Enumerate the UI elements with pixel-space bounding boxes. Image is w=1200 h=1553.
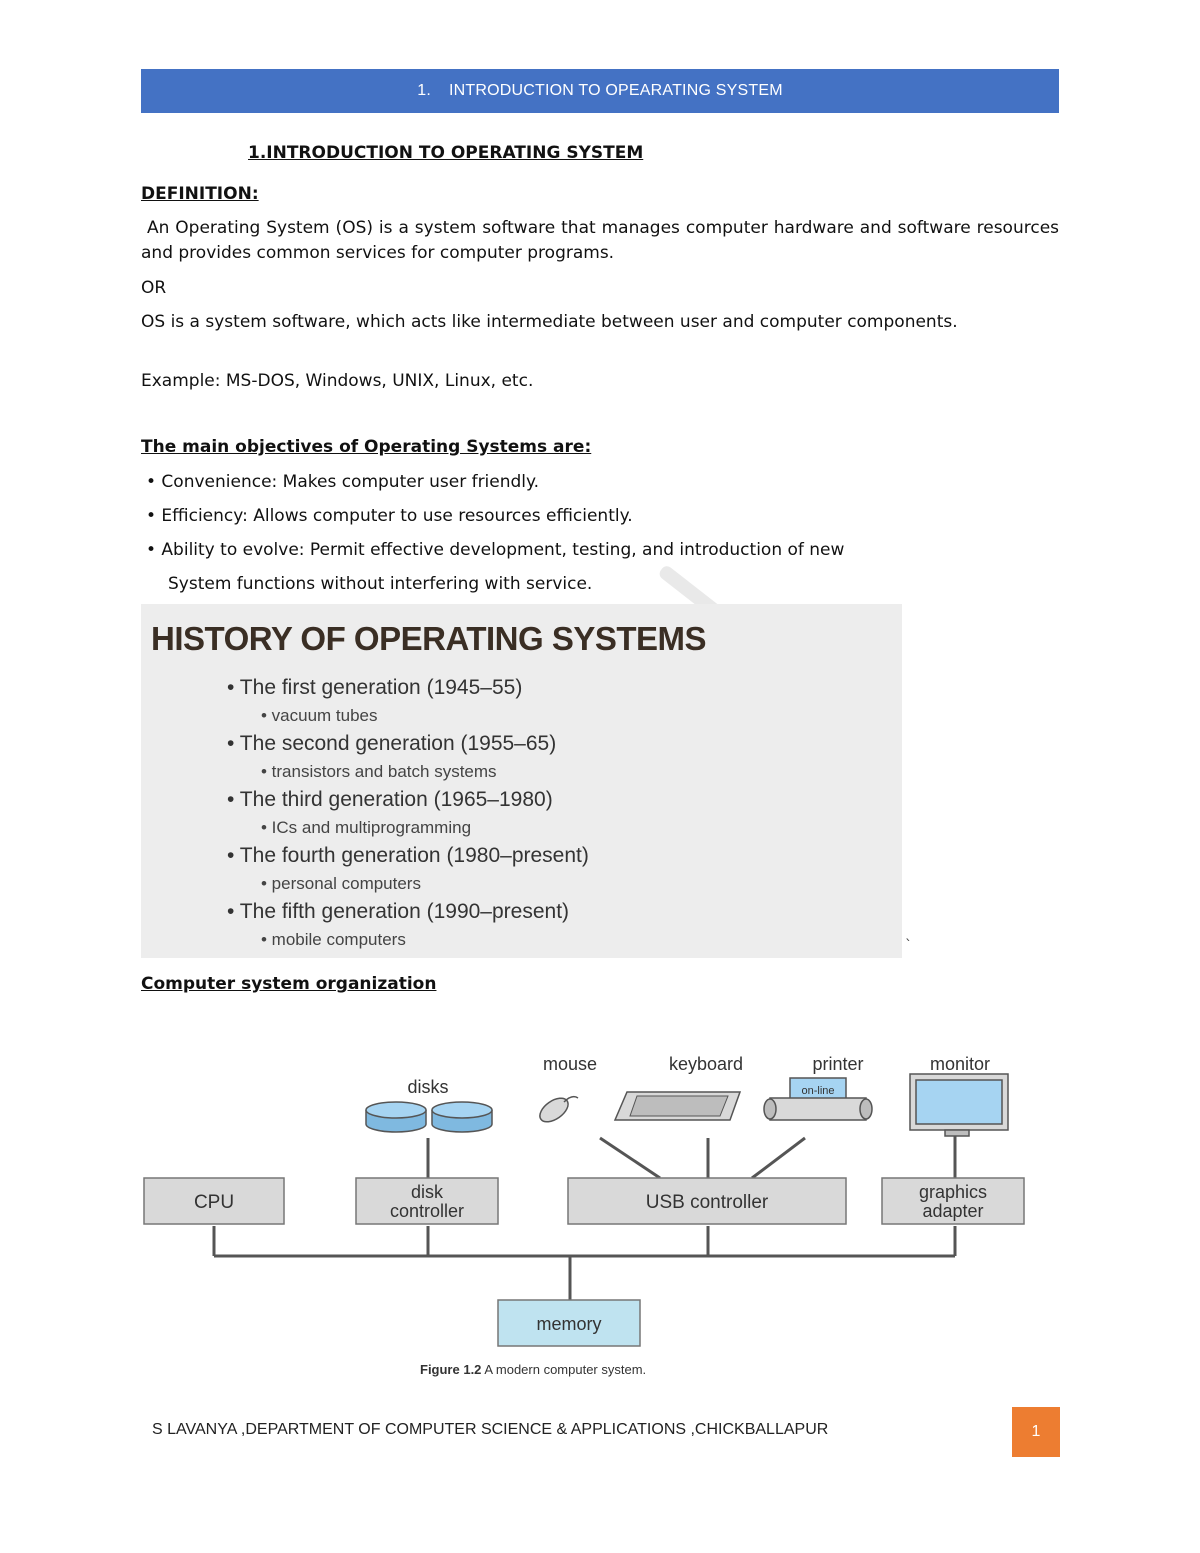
- usb-controller-label: USB controller: [645, 1192, 769, 1213]
- printer-status-label: on-line: [801, 1085, 835, 1097]
- definition-text: An Operating System (OS) is a system software that manages computer hardware and software resources and provides common services for computer programs.: [141, 218, 1065, 263]
- history-title: HISTORY OF OPERATING SYSTEMS: [151, 620, 707, 657]
- generation-sub: • personal computers: [261, 874, 421, 893]
- figure-caption-text: A modern computer system.: [481, 1362, 647, 1377]
- memory-box: [498, 1300, 640, 1346]
- header-bar: [141, 69, 1059, 113]
- graphics-adapter-label-1: graphics: [918, 1182, 988, 1202]
- mouse-label: mouse: [542, 1054, 598, 1074]
- objective-item: • Convenience: Makes computer user friendly.: [146, 472, 540, 492]
- cpu-label: CPU: [193, 1192, 235, 1213]
- disks-label: disks: [407, 1077, 449, 1097]
- generation-sub: • transistors and batch systems: [261, 762, 497, 781]
- disk-controller-label-2: controller: [389, 1201, 465, 1221]
- keyboard-icon: [615, 1092, 740, 1120]
- disk-controller-box: [356, 1178, 498, 1224]
- definition-alt-text: OS is a system software, which acts like intermediate between user and computer components.: [141, 312, 958, 332]
- header-title: INTRODUCTION TO OPEARATING SYSTEM: [449, 82, 783, 99]
- keyboard-label: keyboard: [668, 1054, 744, 1074]
- disk-icon: [366, 1102, 426, 1132]
- figure-caption-bold: Figure 1.2: [420, 1362, 482, 1377]
- graphics-adapter-box: [882, 1178, 1024, 1224]
- cpu-box: [144, 1178, 284, 1224]
- history-image: [141, 604, 902, 958]
- organization-heading: Computer system organization: [141, 974, 437, 994]
- figure-caption: [420, 1362, 646, 1377]
- graphics-adapter-label-2: adapter: [922, 1201, 984, 1221]
- printer-label: printer: [812, 1054, 864, 1074]
- page-title: 1.INTRODUCTION TO OPERATING SYSTEM: [248, 143, 644, 163]
- objectives-heading: The main objectives of Operating Systems are:: [141, 437, 592, 457]
- generation-label: • The fourth generation (1980–present): [227, 844, 589, 867]
- disk-icon: [432, 1102, 492, 1132]
- generation-sub: • ICs and multiprogramming: [261, 818, 472, 837]
- generation-label: • The second generation (1955–65): [227, 732, 557, 755]
- header-number: 1.: [417, 82, 431, 99]
- objective-item: • Ability to evolve: Permit effective development, testing, and introduction of new: [146, 540, 845, 560]
- objective-continuation: System functions without interfering with service.: [168, 574, 593, 594]
- definition-heading: DEFINITION:: [141, 184, 259, 204]
- computer-system-diagram: [130, 1040, 1050, 1385]
- generation-label: • The fifth generation (1990–present): [227, 900, 570, 923]
- monitor-icon: [910, 1074, 1008, 1136]
- footer-text: S LAVANYA ,DEPARTMENT OF COMPUTER SCIENCE & APPLICATIONS ,CHICKBALLAPUR: [152, 1421, 829, 1438]
- memory-label: memory: [536, 1314, 602, 1334]
- example-text: Example: MS-DOS, Windows, UNIX, Linux, etc.: [141, 371, 534, 391]
- printer-icon: [764, 1078, 872, 1120]
- stray-tick-mark: `: [905, 938, 912, 954]
- usb-controller-box: [568, 1178, 846, 1224]
- generation-sub: • vacuum tubes: [261, 706, 378, 725]
- generation-label: • The first generation (1945–55): [227, 676, 523, 699]
- objective-item: • Efficiency: Allows computer to use resources efficiently.: [146, 506, 633, 526]
- generation-label: • The third generation (1965–1980): [227, 788, 553, 811]
- generation-sub: • mobile computers: [261, 930, 406, 949]
- monitor-label: monitor: [929, 1054, 991, 1074]
- disk-controller-label-1: disk: [410, 1182, 444, 1202]
- mouse-icon: [536, 1093, 578, 1126]
- or-text: OR: [141, 278, 167, 298]
- page-number-badge: 1: [1012, 1407, 1060, 1457]
